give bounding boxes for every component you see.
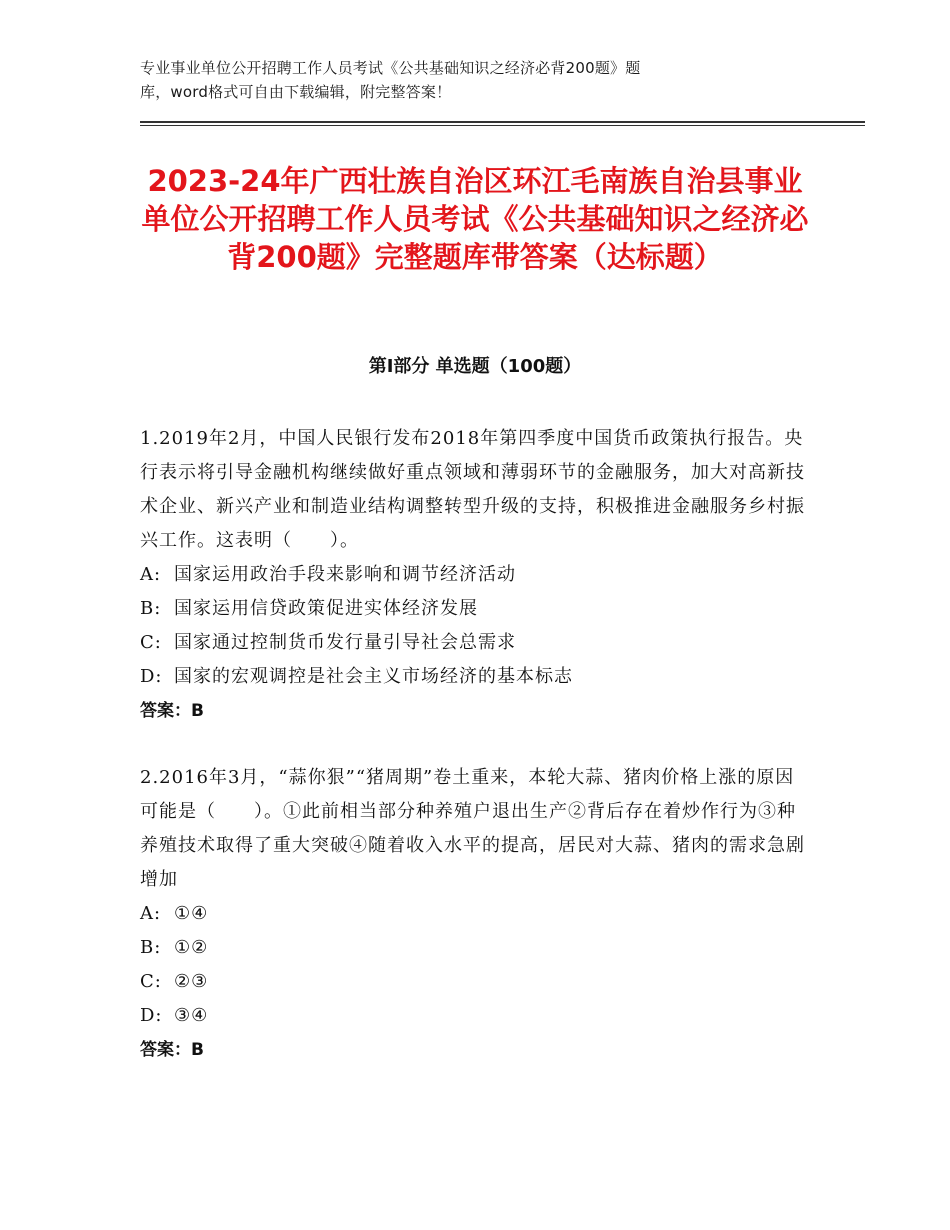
option-text: 国家运用信贷政策促进实体经济发展 [174,598,478,619]
option-d [140,999,810,1033]
option-key: D: [140,666,163,687]
header-note-line-2: 库，word格式可自由下载编辑，附完整答案！ [140,83,452,101]
option-key: D: [140,1005,163,1026]
header-divider-thick [140,121,865,123]
option-text: ①② [174,937,209,958]
option-text: 国家的宏观调控是社会主义市场经济的基本标志 [174,666,573,687]
option-key: C: [140,971,162,992]
option-d [140,660,810,694]
option-a [140,558,810,592]
document-title: 2023-24年广西壮族自治区环江毛南族自治县事业单位公开招聘工作人员考试《公共基础知识之经济必背200题》完整题库带答案（达标题） [141,164,809,274]
question-1 [140,422,810,728]
header-note [140,56,780,104]
option-key: A: [140,903,162,924]
option-key: B: [140,598,162,619]
option-text: ②③ [174,971,209,992]
option-text: 国家运用政治手段来影响和调节经济活动 [174,564,516,585]
header-note-line-1: 专业事业单位公开招聘工作人员考试《公共基础知识之经济必背200题》题 [140,59,641,77]
question-2 [140,761,810,1067]
option-b [140,592,810,626]
option-text: 国家通过控制货币发行量引导社会总需求 [174,632,516,653]
option-text: ①④ [174,903,209,924]
option-key: A: [140,564,162,585]
answer: 答案：B [140,1040,204,1060]
option-c [140,626,810,660]
question-stem: 1.2019年2月，中国人民银行发布2018年第四季度中国货币政策执行报告。央行表示将引导金融机构继续做好重点领域和薄弱环节的金融服务，加大对高新技术企业、新兴产业和制造业结构调整转型升级的支持，积极推进金融服务乡村振兴工作。这表明（ ）。 [140,428,805,551]
option-key: C: [140,632,162,653]
option-c [140,965,810,999]
option-text: ③④ [174,1005,209,1026]
question-stem: 2.2016年3月，“蒜你狠”“猪周期”卷土重来，本轮大蒜、猪肉价格上涨的原因可能是（ ）。①此前相当部分种养殖户退出生产②背后存在着炒作行为③种养殖技术取得了重大突破④随着收入水平的提高，居民对大蒜、猪肉的需求急剧增加 [140,767,805,890]
answer: 答案：B [140,701,204,721]
header-divider-thin [140,125,865,126]
option-b [140,931,810,965]
option-a [140,897,810,931]
section-title: 第Ⅰ部分 单选题（100题） [368,356,582,377]
option-key: B: [140,937,162,958]
